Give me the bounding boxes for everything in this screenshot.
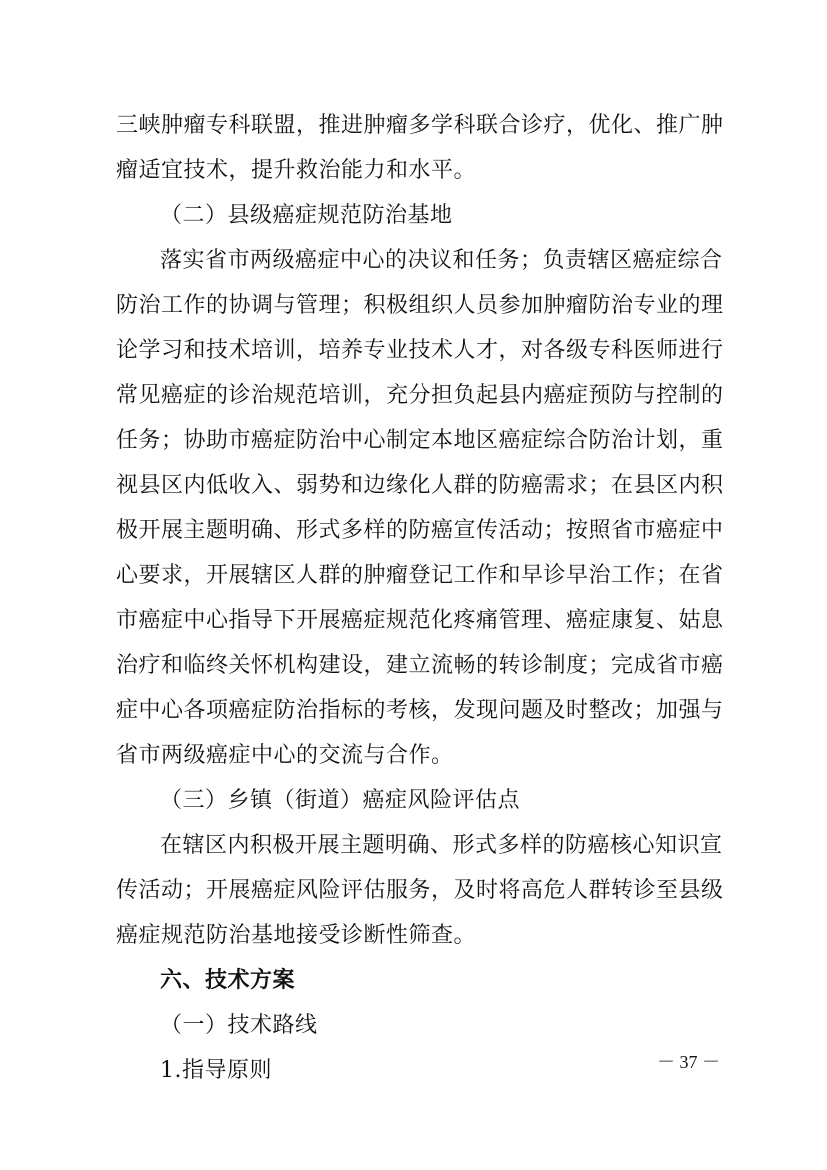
section-heading: （一）技术路线 [160, 1013, 318, 1038]
paragraph-line: 落实省市两级癌症中心的决议和任务；负责辖区癌症综合 [160, 248, 723, 273]
paragraph-line: 市癌症中心指导下开展癌症规范化疼痛管理、癌症康复、姑息 [116, 608, 724, 633]
section-heading: （二）县级癌症规范防治基地 [160, 203, 453, 228]
paragraph-line: 传活动；开展癌症风险评估服务，及时将高危人群转诊至县级 [116, 878, 724, 903]
paragraph-line: 治疗和临终关怀机构建设，建立流畅的转诊制度；完成省市癌 [116, 653, 724, 678]
paragraph-line: 症中心各项癌症防治指标的考核，发现问题及时整改；加强与 [116, 698, 724, 723]
subsection-heading: 1.指导原则 [160, 1058, 272, 1083]
paragraph-line: 视县区内低收入、弱势和边缘化人群的防癌需求；在县区内积 [116, 473, 724, 498]
paragraph-line: 省市两级癌症中心的交流与合作。 [116, 743, 454, 768]
paragraph-line: 瘤适宜技术，提升救治能力和水平。 [116, 158, 477, 183]
paragraph-line: 任务；协助市癌症防治中心制定本地区癌症综合防治计划，重 [116, 428, 724, 453]
paragraph-line: 三峡肿瘤专科联盟，推进肿瘤多学科联合诊疗，优化、推广肿 [116, 113, 724, 138]
chapter-heading: 六、技术方案 [160, 968, 296, 993]
paragraph-line: 心要求，开展辖区人群的肿瘤登记工作和早诊早治工作；在省 [116, 563, 724, 588]
paragraph-line: 论学习和技术培训，培养专业技术人才，对各级专科医师进行 [116, 338, 724, 363]
paragraph-line: 防治工作的协调与管理；积极组织人员参加肿瘤防治专业的理 [116, 293, 724, 318]
page-number: － 37 － [657, 1052, 720, 1072]
paragraph-line: 在辖区内积极开展主题明确、形式多样的防癌核心知识宣 [160, 833, 723, 858]
section-heading: （三）乡镇（街道）癌症风险评估点 [160, 788, 521, 813]
paragraph-line: 癌症规范防治基地接受诊断性筛查。 [116, 923, 477, 948]
paragraph-line: 常见癌症的诊治规范培训，充分担负起县内癌症预防与控制的 [116, 383, 724, 408]
paragraph-line: 极开展主题明确、形式多样的防癌宣传活动；按照省市癌症中 [116, 518, 724, 543]
